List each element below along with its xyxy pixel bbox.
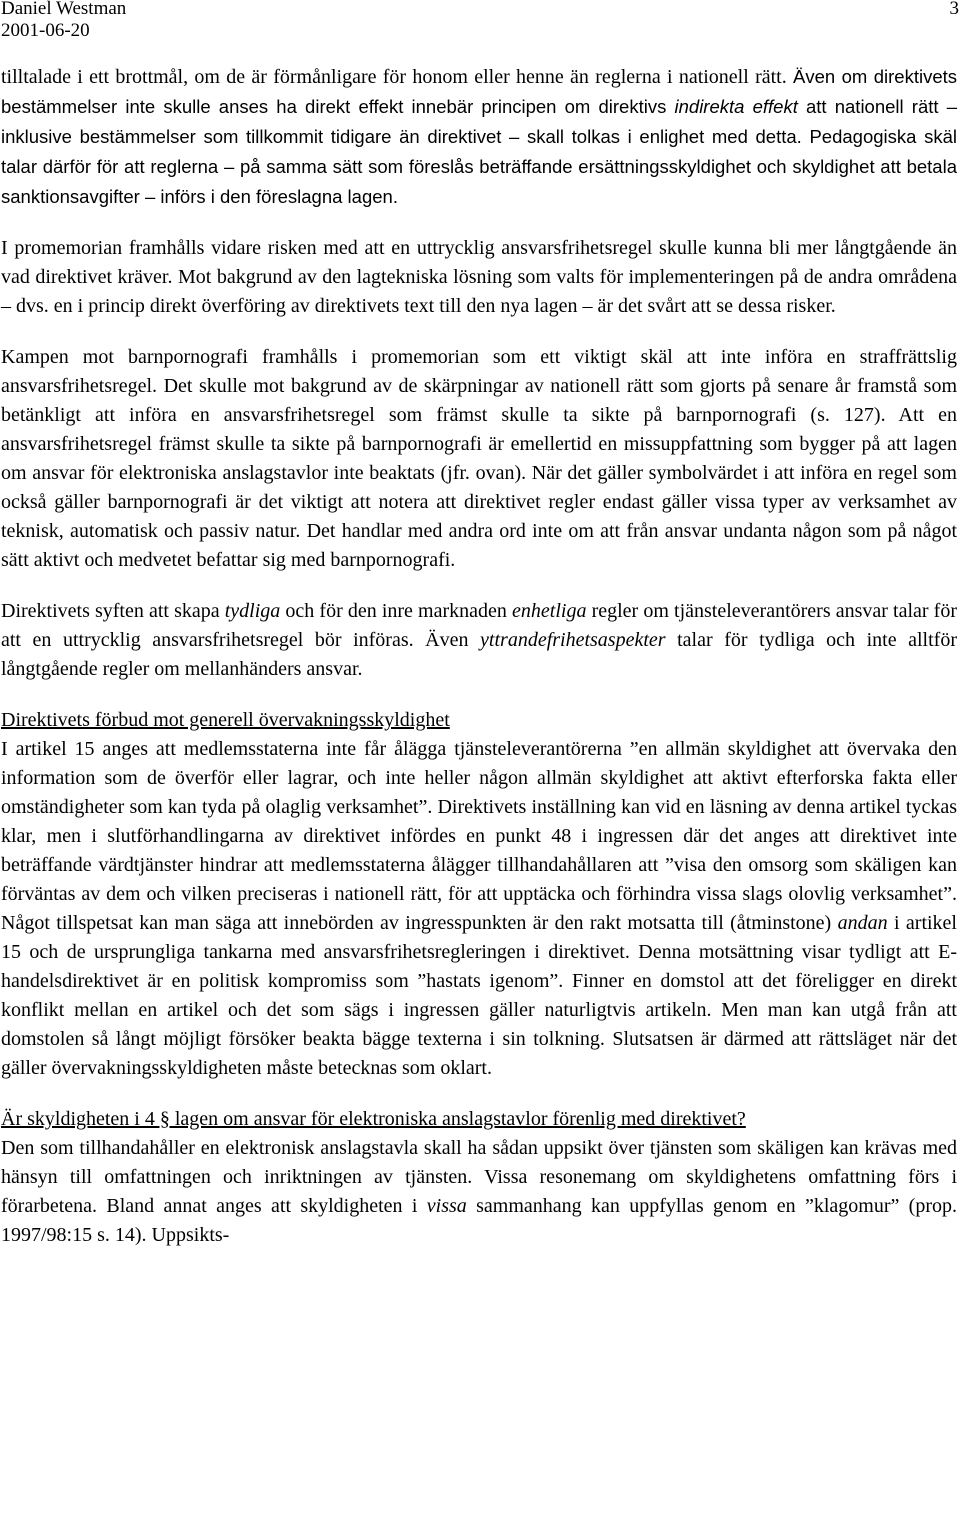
section-heading-overvakning: Direktivets förbud mot generell övervakningsskyldighet: [1, 709, 450, 731]
header-page-number: 3: [949, 0, 959, 19]
paragraph-1-text-b: Även om direktivets bestämmelser inte skulle anses ha direkt effekt innebär principen om direktivs: [1, 66, 957, 117]
paragraph-1-text-c: att nationell rätt – inklusive bestämmelser som tillkommit tidigare än direktivet – skall tolkas i enlighet med detta.: [1, 96, 957, 147]
paragraph-4-text-b: och för den inre marknaden: [280, 600, 513, 622]
paragraph-3: Kampen mot barnpornografi framhålls i promemorian som ett viktigt skäl att inte införa en straffrättslig ansvarsfrihetsregel. Det skulle mot bakgrund av de skärpningar av nationell rätt som gjorts på senare år framstå som betänkligt att införa en ansvarsfrihetsregel som främst skulle ta sikte på barnpornografi (s. 127). Att en ansvarsfrihetsregel främst skulle ta sikte på barnpornografi är emellertid en missuppfattning som bygger på att lagen om ansvar för elektroniska anslagstavlor inte beaktats (jfr. ovan). När det gäller symbolvärdet i att införa en regel som också gäller barnpornografi är det viktigt att notera att direktivet regler endast gäller vissa typer av verksamhet av teknisk, automatisk och passiv natur. Det handlar med andra ord inte om att från ansvar undanta någon som på något sätt aktivt och medvetet befattar sig med barnpornografi.: [1, 346, 957, 571]
paragraph-spacer: [1, 321, 957, 343]
header-author: Daniel Westman: [1, 0, 127, 19]
section-heading-anslagstavlor: Är skyldigheten i 4 § lagen om ansvar för elektroniska anslagstavlor förenlig med direktivet?: [1, 1108, 746, 1130]
paragraph-2: I promemorian framhålls vidare risken med att en uttrycklig ansvarsfrihetsregel skulle kunna bli mer långtgående än vad direktivet kräver. Mot bakgrund av den lagtekniska lösning som valts för implementeringen på de andra områdena – dvs. en i princip direkt överföring av direktivets text till den nya lagen – är det svårt att se dessa risker.: [1, 237, 957, 317]
header-date: 2001-06-20: [1, 20, 90, 41]
section-2-text-b: sammanhang kan uppfyllas genom en ”klagomur” (prop. 1997/98:15 s. 14). Uppsikts-: [1, 1195, 958, 1246]
document-body: [1, 62, 957, 1250]
paragraph-4-text-a: Direktivets syften att skapa: [1, 600, 225, 622]
emphasis-enhetliga: enhetliga: [512, 600, 587, 622]
paragraph-spacer: [1, 212, 957, 234]
emphasis-andan: andan: [837, 912, 888, 934]
section-2-body: [1, 1134, 957, 1250]
section-2-text-a: Den som tillhandahåller en elektronisk anslagstavla skall ha sådan uppsikt över tjänsten som skäligen kan krävas med hänsyn till omfattningen och inriktningen av tjänsten. Vissa resonemang om skyldighetens omfattning förs i förarbetena. Bland annat anges att skyldigheten i: [1, 1137, 957, 1217]
paragraph-1: [1, 62, 957, 212]
paragraph-1-text-d: Pedagogiska skäl talar därför för att reglerna – på samma sätt som föreslås beträffande ersättningsskyldighet och skyldighet att betala sanktionsavgifter – införs i den föreslagna lagen.: [1, 126, 957, 207]
emphasis-indirekta-effekt: indirekta effekt: [674, 96, 798, 117]
paragraph-spacer: [1, 684, 957, 706]
emphasis-tydliga: tydliga: [224, 600, 281, 622]
section-1-text-a: I artikel 15 anges att medlemsstaterna inte får ålägga tjänsteleverantörerna ”en allmän skyldighet att övervaka den information som de överför eller lagrar, och inte heller någon allmän skyldighet att aktivt efterforska fakta eller omständigheter som kan tyda på olaglig verksamhet”. Direktivets inställning kan vid en läsning av denna artikel tyckas klar, men i slutförhandlingarna av direktivet infördes en punkt 48 i ingressen där det anges att direktivet inte beträffande värdtjänster hindrar att medlemsstaterna ålägger tillhandahållaren att ”visa den omsorg som skäligen kan förväntas av dem och vilken preciseras i nationell rätt, för att upptäcka och förhindra vissa slags olovlig verksamhet”. Något tillspetsat kan man säga att innebörden av ingresspunkten är den rakt motsatta till (åtminstone): [1, 738, 957, 934]
emphasis-yttrandefrihetsaspekter: yttrandefrihetsaspekter: [480, 629, 666, 651]
paragraph-4: [1, 597, 957, 684]
paragraph-4-text-d: Även: [425, 629, 481, 651]
emphasis-vissa: vissa: [426, 1195, 467, 1217]
paragraph-4-text-c: regler om tjänsteleverantörers ansvar talar för att en uttrycklig ansvarsfrihetsregel bör införas.: [1, 600, 958, 651]
page-header: [1, 0, 959, 42]
paragraph-1-text-a: tilltalade i ett brottmål, om de är förmånligare för honom eller henne än reglerna i nationell rätt.: [1, 66, 794, 88]
paragraph-spacer: [1, 575, 957, 597]
paragraph-spacer: [1, 1083, 957, 1105]
paragraph-4-text-e: talar för tydliga och inte alltför långtgående regler om mellanhänders ansvar.: [1, 629, 957, 680]
section-1-body: [1, 735, 957, 1083]
section-1-text-b: i artikel 15 och de ursprungliga tankarna med ansvarsfrihetsregleringen i direktivet. Denna motsättning visar tydligt att E-handelsdirektivet är en politisk kompromiss som ”hastats igenom”. Finner en domstol att det föreligger en direkt konflikt mellan en artikel och det som sägs i ingressen gäller naturligtvis artikeln. Men man kan utgå från att domstolen så långt möjligt försöker beakta bägge texterna i sin tolkning. Slutsatsen är därmed att rättsläget när det gäller övervakningsskyldigheten måste betecknas som oklart.: [1, 912, 957, 1079]
